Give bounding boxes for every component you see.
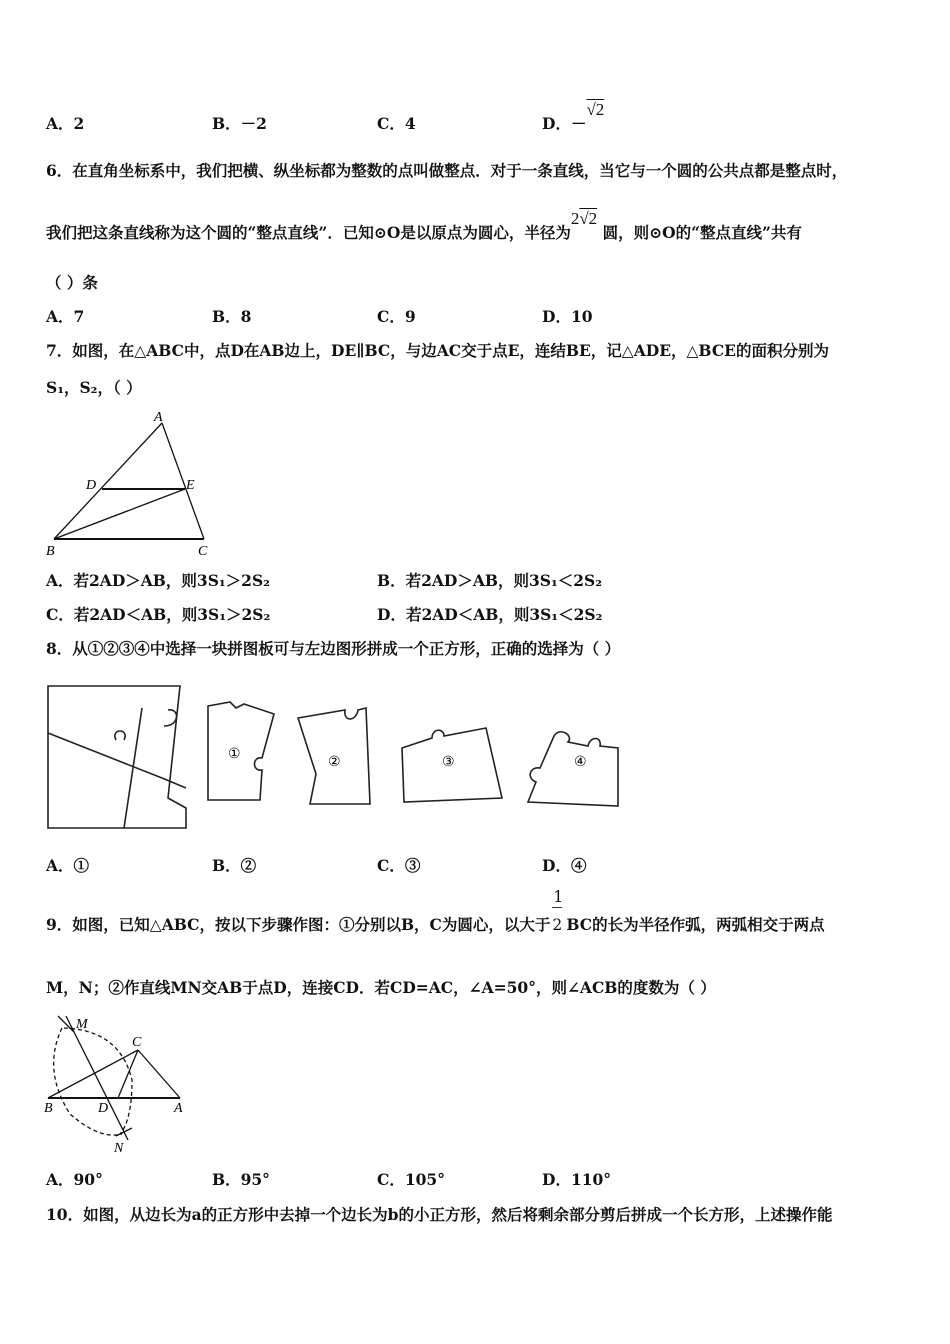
label-b: B — [44, 1101, 53, 1116]
q7-option-b: B．若2AD＞AB，则3S₁＜2S₂ — [377, 571, 603, 590]
q9-fraction: $\frac{1}{2}$ — [552, 888, 564, 934]
label-d: D — [98, 1101, 109, 1116]
q5-option-d — [542, 100, 605, 134]
piece-4 — [528, 732, 618, 806]
q6-option-d: D．10 — [542, 307, 593, 326]
piece-3-label: ③ — [442, 755, 455, 770]
q6-option-c: C．9 — [377, 307, 416, 326]
q8-puzzle-figure — [40, 678, 640, 843]
segment-bc — [48, 1050, 138, 1098]
q8-option-a: A．① — [46, 856, 90, 875]
q9-option-d: D．110° — [542, 1170, 612, 1189]
q5-option-b: B．－2 — [212, 114, 267, 133]
q9-construction-figure — [40, 1010, 200, 1155]
q6-line1: 6．在直角坐标系中，我们把横、纵坐标都为整数的点叫做整点．对于一条直线，当它与一个圆的公共点都是整点时， — [46, 161, 848, 180]
q6-line2-a: 我们把这条直线称为这个圆的“整点直线”．已知⊙O是以原点为圆心，半径为 — [46, 223, 571, 242]
label-m: M — [76, 1017, 88, 1032]
q6-option-a: A．7 — [46, 307, 85, 326]
q7-option-d: D．若2AD＜AB，则3S₁＜2S₂ — [377, 605, 603, 624]
label-a: A — [174, 1101, 183, 1116]
q6-line2-b: 圆，则⊙O的“整点直线”共有 — [602, 223, 802, 242]
label-d: D — [86, 478, 97, 493]
tick-m — [58, 1016, 74, 1032]
q5-option-d-radical: √2 — [586, 100, 605, 119]
side-ac — [162, 423, 204, 539]
label-c: C — [198, 544, 208, 559]
q7-line1: 7．如图，在△ABC中，点D在AB边上，DE∥BC，与边AC交于点E，连结BE，记△ADE，△BCE的面积分别为 — [46, 341, 829, 360]
label-e: E — [186, 478, 195, 493]
left-shape-outline — [48, 686, 186, 828]
q8-option-c: C．③ — [377, 856, 421, 875]
segment-ca — [138, 1050, 180, 1098]
q9-option-b: B．95° — [212, 1170, 270, 1189]
q5-option-c: C．4 — [377, 114, 416, 133]
piece-1-label: ① — [228, 747, 241, 762]
q7-option-a: A．若2AD＞AB，则3S₁＞2S₂ — [46, 571, 270, 590]
q5-option-a: A．2 — [46, 114, 85, 133]
q10-line1: 10．如图，从边长为a的正方形中去掉一个边长为b的小正方形，然后将剩余部分剪后拼成一个长方形，上述操作能 — [46, 1205, 833, 1224]
q9-line1 — [46, 888, 825, 935]
line-mn — [66, 1016, 128, 1140]
q6-line3: （ ）条 — [46, 273, 98, 292]
side-ab — [54, 423, 162, 539]
piece-4-label: ④ — [574, 755, 587, 770]
q8-option-d: D．④ — [542, 856, 587, 875]
q9-option-c: C．105° — [377, 1170, 445, 1189]
label-b: B — [46, 544, 55, 559]
q9-option-a: A．90° — [46, 1170, 103, 1189]
label-n: N — [114, 1141, 124, 1155]
q8-option-b: B．② — [212, 856, 257, 875]
segment-be — [54, 489, 185, 539]
q7-option-c: C．若2AD＜AB，则3S₁＞2S₂ — [46, 605, 271, 624]
q7-line2: S₁，S₂，（ ） — [46, 378, 142, 397]
q9-line1-b: BC的长为半径作弧，两弧相交于两点 — [566, 915, 825, 934]
q6-option-b: B．8 — [212, 307, 252, 326]
label-a: A — [154, 410, 163, 425]
label-c: C — [132, 1035, 142, 1050]
q6-line2 — [46, 209, 802, 243]
q9-line1-a: 9．如图，已知△ABC，按以下步骤作图：①分别以B，C为圆心，以大于 — [46, 915, 551, 934]
q9-line2: M，N；②作直线MN交AB于点D，连接CD．若CD=AC，∠A=50°，则∠ACB的度数为（ ） — [46, 978, 716, 997]
q5-option-d-label: D．－ — [542, 114, 587, 133]
left-shape-notch — [164, 710, 177, 726]
segment-cd — [118, 1050, 138, 1098]
piece-2-label: ② — [328, 755, 341, 770]
q8-line1: 8．从①②③④中选择一块拼图板可与左边图形拼成一个正方形，正确的选择为（ ） — [46, 639, 621, 658]
q7-triangle-figure — [40, 405, 220, 565]
q6-radius-radical: 2√2 — [570, 209, 598, 228]
piece-1 — [208, 702, 274, 800]
